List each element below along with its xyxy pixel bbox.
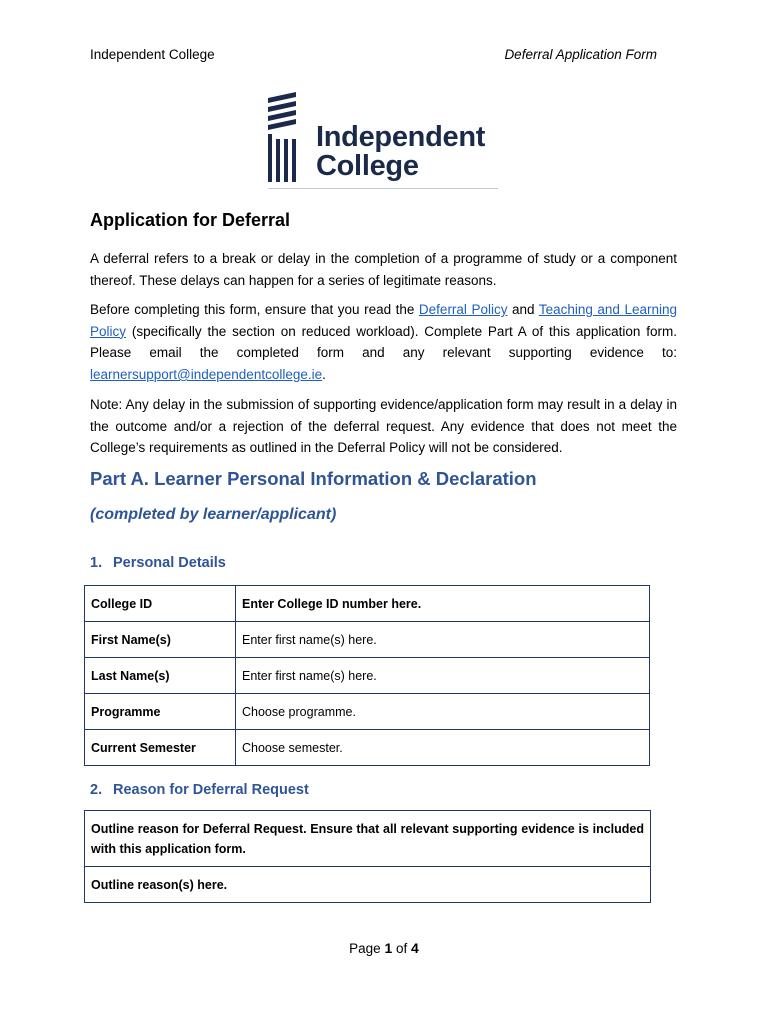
section-2-number: 2. (90, 782, 103, 798)
college-id-field[interactable]: Enter College ID number here. (236, 586, 650, 622)
semester-label: Current Semester (85, 730, 236, 766)
page-total: 4 (411, 940, 419, 956)
teaching-learning-policy-link[interactable]: Teaching and Learning Policy (90, 302, 677, 339)
striped-pillar-logo-icon (268, 92, 298, 184)
part-a-title: Part A. Learner Personal Information & Declaration (90, 468, 537, 489)
part-a-subtitle: (completed by learner/applicant) (90, 506, 337, 523)
instructions-text-2: and (507, 302, 539, 317)
programme-select[interactable]: Choose programme. (236, 694, 650, 730)
page-footer (0, 940, 768, 956)
college-logo (268, 92, 500, 192)
programme-label: Programme (85, 694, 236, 730)
email-link[interactable]: learnersupport@independentcollege.ie (90, 367, 323, 383)
section-1-heading (90, 555, 226, 571)
table-row (85, 586, 650, 622)
semester-select[interactable]: Choose semester. (236, 730, 650, 766)
logo-wordmark (316, 123, 485, 181)
table-row (85, 730, 650, 766)
table-row (85, 694, 650, 730)
instructions-text-4: . (322, 367, 326, 383)
intro-paragraph: A deferral refers to a break or delay in the completion of a programme of study or a component thereof. These delays can happen for a series of legitimate reasons. (90, 251, 677, 288)
header-right: Deferral Application Form (504, 47, 657, 62)
deferral-reason-table (84, 810, 651, 903)
section-1-number: 1. (90, 555, 103, 571)
note-paragraph: Note: Any delay in the submission of supporting evidence/application form may result in a delay in the outcome and/or a rejection of the deferral request. Any evidence that does not meet the College’s requirements as outlined in the Deferral Policy will not be considered. (90, 397, 677, 456)
instructions-text-3: (specifically the section on reduced workload). Complete Part A of this application form. Please email the completed form and any relevant supporting evidence to: (90, 323, 677, 361)
page-number: 1 (384, 940, 393, 956)
table-row (85, 811, 651, 867)
page-word: Page (349, 941, 381, 956)
of-word: of (396, 941, 408, 956)
first-name-field[interactable]: Enter first name(s) here. (236, 622, 650, 658)
section-2-heading (90, 782, 309, 798)
deferral-reason-instruction: Outline reason for Deferral Request. Ensure that all relevant supporting evidence is included with this application form. (85, 811, 651, 867)
table-row (85, 658, 650, 694)
header-left: Independent College (90, 47, 215, 62)
logo-line-2: College (316, 150, 419, 182)
college-id-label: College ID (85, 586, 236, 622)
instructions-text-1: Before completing this form, ensure that you read the (90, 302, 419, 317)
section-1-title: Personal Details (113, 555, 226, 571)
logo-divider (268, 188, 498, 189)
deferral-policy-link[interactable]: Deferral Policy (418, 302, 508, 317)
logo-line-1: Independent (316, 121, 486, 153)
deferral-reason-field[interactable]: Outline reason(s) here. (85, 867, 651, 903)
section-2-title: Reason for Deferral Request (113, 782, 309, 798)
last-name-label: Last Name(s) (85, 658, 236, 694)
personal-details-table (84, 585, 650, 766)
last-name-field[interactable]: Enter first name(s) here. (236, 658, 650, 694)
page-title: Application for Deferral (90, 210, 291, 230)
first-name-label: First Name(s) (85, 622, 236, 658)
table-row (85, 867, 651, 903)
table-row (85, 622, 650, 658)
instructions-paragraph (90, 299, 677, 386)
